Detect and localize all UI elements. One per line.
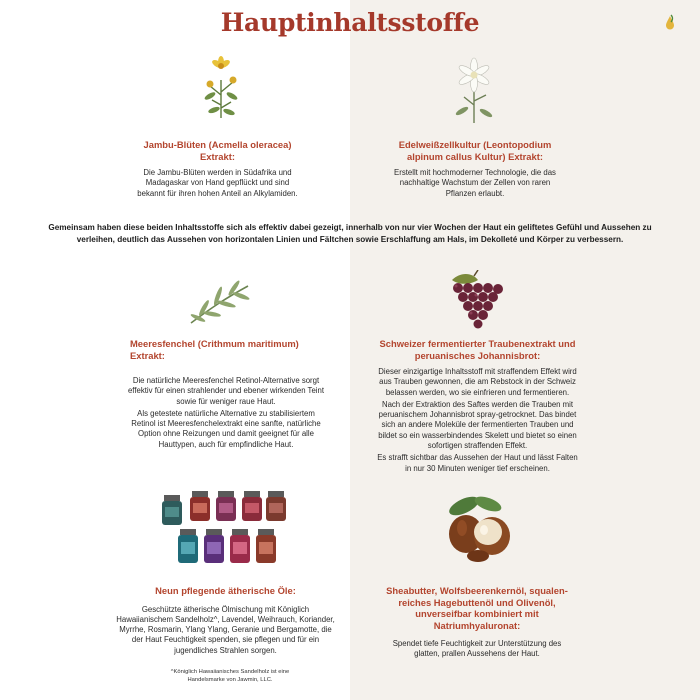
oils-section (113, 585, 338, 656)
grape-paragraph-3: Es strafft sichtbar das Aussehen der Haut und lässt Falten in nur 30 Minuten weniger tief erscheinen. (377, 453, 578, 473)
brand-drop-logo (660, 13, 680, 33)
sandalwood-trademark-footnote: ^Königlich Hawaiianisches Sandelholz ist eine Handelsmarke von Jawmin, LLC. (170, 669, 290, 683)
grape-text (370, 367, 585, 474)
jambu-section (130, 139, 305, 199)
grape-paragraph-2: Nach der Extraktion des Saftes werden die Trauben mit peruanischem Johannisbrot spray-getrocknet. Das bindet sich an andere Moleküle der fermentierten Trauben und bildet so ein wasserbindendes Skelett und bietet so einen sofortigen straffenden Effekt. (378, 399, 577, 451)
shea-section (372, 585, 582, 660)
grape-section (370, 338, 585, 476)
combined-effect-text: Gemeinsam haben diese beiden Inhaltsstoffe sich als effektiv dabei gezeigt, innerhalb von nur vier Wochen der Haut ein geliftetes Gefühl und Aussehen zu verleihen, deutlich das Aussehen von horizontalen Linien und Fältchen sowie Erschlaffung am Hals, im Dekolleté und Körper zu verbessern. (48, 223, 652, 244)
sea-fennel-sprig-illustration (186, 278, 256, 328)
fennel-heading: Meeresfenchel (Crithmum maritimum) Extrakt: (130, 338, 299, 361)
grape-heading: Schweizer fermentierter Traubenextrakt und peruanisches Johannisbrot: (379, 338, 576, 361)
edelweiss-section (380, 139, 570, 199)
oils-text: Geschützte ätherische Ölmischung mit Königlich Hawaiianischem Sandelholz^, Lavendel, Weihrauch, Koriander, Myrrhe, Rosmarin, Ylang Ylang, Geranie und Bergamotte, die der Haut Feuchtigkeit spenden, sie pflegen und für ein jugendliches Strahlen sorgen. (116, 604, 335, 655)
edelweiss-text: Erstellt mit hochmoderner Technologie, die das nachhaltige Wachstum der Zellen von raren Pflanzen erlaubt. (394, 168, 556, 198)
edelweiss-heading: Edelweißzellkultur (Leontopodium alpinum callus Kultur) Extrakt: (398, 139, 552, 162)
jambu-text: Die Jambu-Blüten werden in Südafrika und Madagaskar von Hand gepflückt und sind bekannt für ihren hohen Anteil an Alkylamiden. (137, 168, 298, 198)
fennel-paragraph-1: Die natürliche Meeresfenchel Retinol-Alternative sorgt effektiv für einen strahlender und ebener wirkenden Teint sowie für weniger raue Haut. (127, 376, 325, 406)
oils-heading: Neun pflegende ätherische Öle: (155, 585, 296, 596)
grape-bunch-illustration (444, 270, 510, 330)
fennel-section (116, 338, 336, 452)
edelweiss-flower-illustration (448, 55, 500, 125)
jambu-flower-illustration (196, 50, 246, 120)
essential-oil-bottles-photo (160, 487, 290, 567)
grape-paragraph-1: Dieser einzigartige Inhaltsstoff mit straffendem Effekt wird aus Trauben gewonnen, die am Rebstock in der Schweiz belassen werden, wo sie einfrieren und fermentieren. (378, 367, 577, 397)
shea-nut-photo (440, 490, 515, 565)
page-title: Hauptinhaltsstoffe (220, 8, 480, 37)
fennel-text (116, 376, 336, 450)
shea-text: Spendet tiefe Feuchtigkeit zur Unterstützung des glatten, prallen Aussehens der Haut. (392, 639, 562, 659)
shea-heading: Sheabutter, Wolfsbeerenkernöl, squalen-reiches Hagebuttenöl und Olivenöl, unverseifbar kombiniert mit Natriumhyaluronat: (386, 585, 568, 631)
fennel-paragraph-2: Als getestete natürliche Alternative zu stabilisiertem Retinol ist Meeresfenchelextrakt eine sanfte, natürliche Option ohne Reizungen und damit geeignet für alle Hauttypen, auch für empfindliche Haut. (131, 408, 321, 449)
jambu-heading: Jambu-Blüten (Acmella oleracea) Extrakt: (143, 139, 292, 162)
